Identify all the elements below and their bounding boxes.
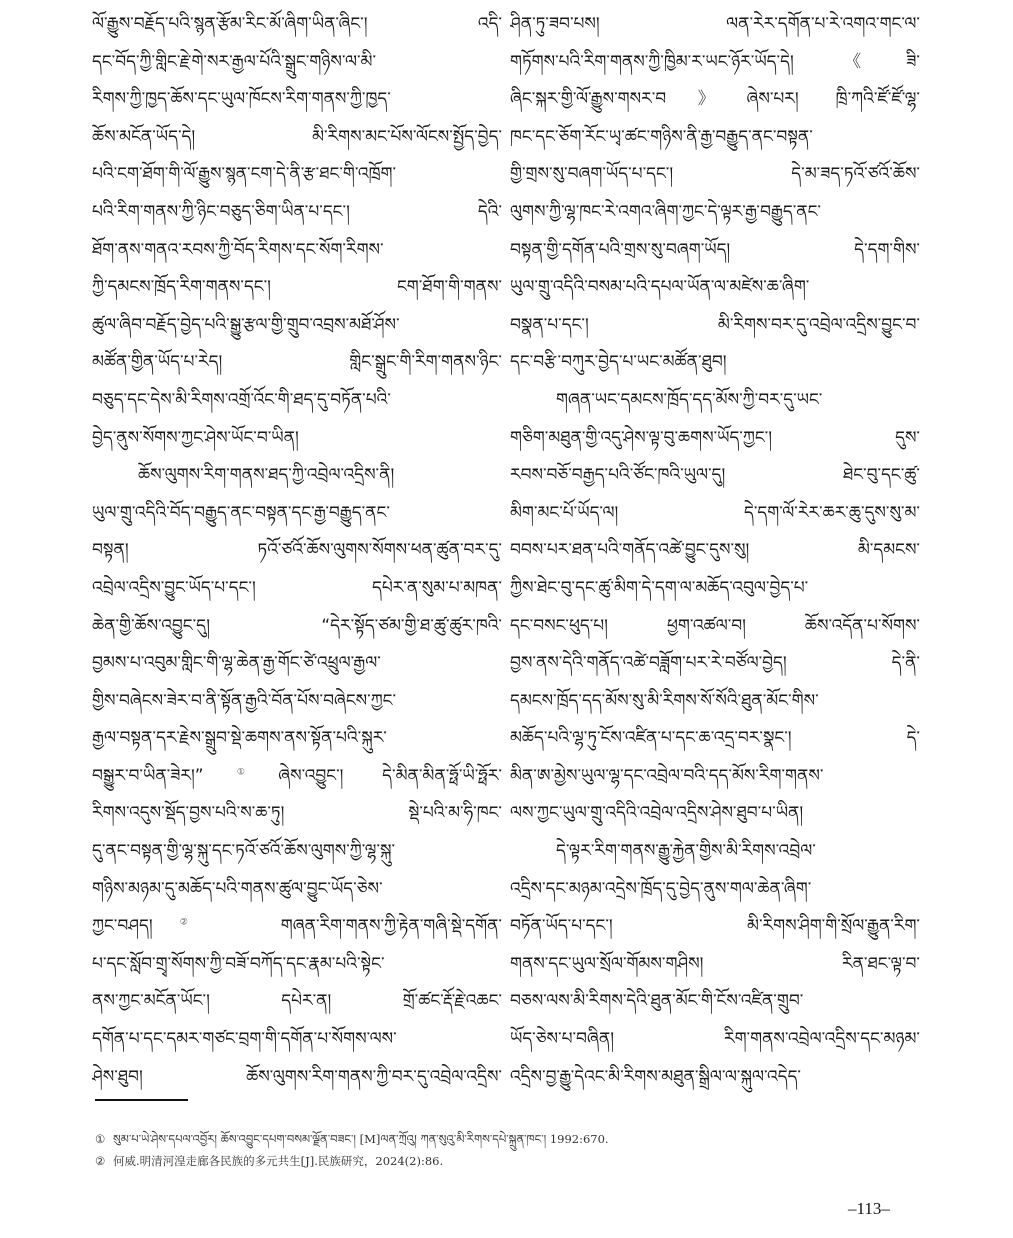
footnote-text: 何威.明清河湟走廊各民族的多元共生[J].民族研究，2024(2):86.	[113, 1154, 444, 1168]
footnote-divider	[95, 1099, 188, 1101]
text-line: དང་བརྩི་བཀུར་བྱེད་པ་ཡང་མཚོན་ཐུབ།	[510, 352, 727, 373]
text-line: བྱས་ནས་དེའི་གནོད་འཚེ་བཟློག་པར་རེ་བཙོལ་བྱེད། དེ་ནི་	[510, 653, 920, 674]
text-line: འདྲིས་བྱ་རྒྱུ་དེའང་མི་རིགས་མཐུན་སྒྲིལ་ལ་སྐུལ་འདེད་	[510, 1066, 802, 1087]
footnote-ref-1[interactable]: ①	[203, 767, 279, 778]
text-line: བྱམས་པ་འབུམ་གླིང་གི་ལྷ་ཆེན་རྒྱ་གོང་ཙེ་འཕྲུལ་རྒྱལ་	[92, 653, 381, 674]
text-line: རྒྱལ་བསྟན་དར་རྗེས་སྒྲུབ་སྡེ་ཆགས་ནས་སྟོན་པའི་སྐུར་	[92, 728, 387, 749]
text-line: ཐོག་ནས་གནའ་རབས་ཀྱི་བོད་རིགས་དང་སོག་རིགས་	[92, 239, 384, 260]
text-line: པ་དང་སློབ་གྲྭ་སོགས་ཀྱི་བཟོ་བཀོད་དང་རྣམ་པའི་སྟེང་	[92, 953, 385, 974]
text-segment: ཞེས་འབྱུང་། དེ་མིན་མིན་ཧྥོ་ཡི་ཧྥོར་	[278, 765, 502, 786]
text-line: བསྟན་གྱི་དགོན་པའི་གྲས་སུ་བཞག་ཡོད། དེ་དག་གིས་	[510, 239, 920, 260]
footnote-2	[95, 1150, 915, 1172]
text-line: ཤེས་ཐུབ། ཆོས་ལུགས་རིག་གནས་ཀྱི་བར་དུ་འབྲེལ་འདྲིས་	[92, 1066, 502, 1087]
paragraph-start: དེ་ལྟར་རིག་གནས་རྒྱུ་རྐྱེན་གྱིས་མི་རིགས་འབྲེལ་	[556, 841, 816, 862]
text-line: ལོ་རྒྱུས་བརྗོད་པའི་སྙན་རྩོམ་རིང་མོ་ཞིག་ཡིན་ཞིང་། འདི་	[92, 14, 502, 34]
page-number: –113–	[848, 1199, 890, 1218]
text-line: དམངས་ཁྲོད་དད་མོས་སུ་མི་རིགས་སོ་སོའི་ཐུན་མོང་གིས་	[510, 690, 819, 711]
text-line: མཆོད་པའི་ལྷ་ཏུ་ངོས་འཛིན་པ་དང་ཆ་འདྲ་བར་སྣང་། དེ་	[510, 728, 920, 749]
text-line: འདྲིས་དང་མཉམ་འདྲེས་ཁྲོད་དུ་བྱེད་ནུས་གལ་ཆེན་ཞིག་	[510, 878, 812, 899]
text-segment: ཀྱང་བཤད།	[92, 916, 153, 937]
footnotes	[95, 1128, 915, 1172]
text-segment: བསྒྱུར་བ་ཡིན་ཟེར།”	[92, 765, 204, 786]
text-line-with-footnote	[92, 908, 502, 946]
text-line: ལས་ཀྱང་ཡུལ་གྲུ་འདིའི་འབྲེལ་འདྲིས་ཤེས་ཐུབ་པ་ཡིན།	[510, 803, 804, 824]
text-line: བཏོན་ཡོད་པ་དང་། མི་རིགས་ཤིག་གི་སྲོལ་རྒྱུན་རིག་	[510, 916, 920, 937]
paragraph-start: གཞན་ཡང་དམངས་ཁྲོད་དད་མོས་ཀྱི་བར་དུ་ཡང་	[556, 389, 823, 410]
text-line: འབྲེལ་འདྲིས་བྱུང་ཡོད་པ་དང་། དཔེར་ན་སུམ་པ་མཁན་	[92, 577, 502, 598]
text-line: ཆོས་མངོན་ཡོད་དེ། མི་རིགས་མང་པོས་ལོངས་སྤྱོད་བྱེད་	[92, 126, 502, 147]
text-line: བྱེད་ནུས་སོགས་ཀྱང་ཤེས་ཡོང་བ་ཡིན།	[92, 427, 299, 448]
footnote-1	[95, 1128, 915, 1150]
text-line: བབས་པར་ཐན་པའི་གནོད་འཚེ་བྱུང་དུས་སུ། མི་དམངས་	[510, 540, 920, 561]
text-line: དུ་ནང་བསྟན་གྱི་ལྷ་སྐུ་དང་ཏའོ་ཙའོ་ཆོས་ལུགས་ཀྱི་ལྷ་སྐུ་	[92, 841, 396, 862]
text-line: ཀྱིས་ཐེང་བུ་དང་ཚུ་མིག་དེ་དག་ལ་མཆོད་འབུལ་བྱེད་པ་	[510, 577, 809, 598]
text-segment: གཞན་རིག་གནས་ཀྱི་རྟེན་གཞི་སྡེ་དགོན་	[280, 916, 502, 937]
text-line: མིག་མང་པོ་ཡོད་ལ། དེ་དག་ལོ་རེར་ཆར་ཆུ་དུས་སུ་མ་	[510, 502, 920, 523]
right-column	[510, 6, 920, 1096]
text-line: བསྣན་པ་དང་། མི་རིགས་བར་དུ་འབྲེལ་འདྲིས་བྱུང་བ་	[510, 314, 920, 335]
text-line: རིགས་ཀྱི་ཁྱད་ཆོས་དང་ཡུལ་ཁོངས་རིག་གནས་ཀྱི་ཁྱད་	[92, 89, 391, 110]
text-line: རབས་བཅོ་བརྒྱད་པའི་ཙོང་ཁའི་ཡུལ་དུ། ཐེང་བུ་དང་ཚུ་	[510, 465, 920, 486]
text-line: བསྟན། ཏའོ་ཙའོ་ཆོས་ལུགས་སོགས་ཕན་ཚུན་བར་དུ་	[92, 540, 502, 561]
text-line: གཏོགས་པའི་རིག་གནས་ཀྱི་ཁྱིམ་ར་ཡང་ཉོར་ཡོད་དེ། 《ཟི་	[510, 51, 920, 72]
text-line: གྱི་གྲས་སུ་བཞག་ཡོད་པ་དང་། དེ་མ་ཟད་ཏའོ་ཙའོ་ཆོས་	[510, 164, 920, 185]
text-line: རིགས་འདུས་སྡོད་བྱས་པའི་ས་ཆ་ཏུ། སྡེ་པའི་མ་ཧི་ཁང་	[92, 803, 502, 824]
text-line: ཀྱི་དམངས་ཁྲོད་རིག་གནས་དང་། ངག་ཐོག་གི་གནས་	[92, 277, 502, 298]
text-line: གནས་དང་ཡུལ་སྲོལ་གོམས་གཤིས། རིན་ཐང་ལྟ་བ་	[510, 953, 920, 974]
text-line: པའི་ངག་ཐོག་གི་ལོ་རྒྱུས་སྙན་ངག་དེ་ནི་རྩ་ཐང་གི་འཁྲོག་	[92, 164, 397, 185]
text-line: གཉིས་མཉམ་དུ་མཆོད་པའི་གནས་ཚུལ་བྱུང་ཡོད་ཅེས་	[92, 878, 383, 899]
text-line-with-footnote	[92, 758, 502, 796]
text-line: པའི་རིག་གནས་ཀྱི་ཉིང་བཅུད་ཅིག་ཡིན་པ་དང་། དེའི་	[92, 201, 502, 222]
footnote-mark: ①	[95, 1132, 106, 1146]
text-line: མིན་ཨ་མྱེས་ཡུལ་ལྷ་དང་འབྲེལ་བའི་དད་མོས་རིག་གནས་	[510, 765, 824, 786]
text-line: བཅུད་དང་དེས་མི་རིགས་འགྲོ་འོང་གི་ཐད་དུ་བཏོན་པའི་	[92, 389, 391, 410]
text-line: ཆེན་གྱི་ཆོས་འབྱུང་དུ། “དེར་སྟོད་ཙམ་གྱི་ཐ་ཚུ་ཚུར་ཁའི་	[92, 615, 502, 636]
text-line: ཚུལ་ཞིབ་བརྗོད་བྱེད་པའི་སྒྱུ་རྩལ་གྱི་གྲུབ་འབྲས་མཐོ་ཤོས་	[92, 314, 400, 335]
text-line: ཡོད་ཅེས་པ་བཞིན། རིག་གནས་འབྲེལ་འདྲིས་དང་མཉམ་	[510, 1029, 920, 1050]
text-line: དང་བོད་ཀྱི་གླིང་རྗེ་གེ་སར་རྒྱལ་པོའི་སྒྲུང་གཉིས་ལ་མི་	[92, 51, 377, 72]
footnote-text: སུམ་པ་ཡེ་ཤེས་དཔལ་འབྱོར། ཆོས་འབྱུང་དཔག་བསམ་ལྗོན་བཟང་། [M]ལན་ཀྲོའུ། ཀན་སུའུ་མི་རིགས་དཔེ་སྐྲུན་ཁང་། 1992:670.	[113, 1132, 609, 1146]
text-line: དང་བསང་ཕུད་པ། ཕྱག་འཚལ་བ། ཆོས་འདོན་པ་སོགས་	[510, 615, 920, 636]
text-line: གཅིག་མཐུན་གྱི་འདུ་ཤེས་ལྟ་བུ་ཆགས་ཡོད་ཀྱང་། དུས་	[510, 427, 920, 448]
text-line: ཞིང་སྐར་གྱི་ལོ་རྒྱུས་གསར་བ》ཞེས་པར། ཁྲི་ཀའི་ཛོ་ཛོ་ལྷ་	[510, 89, 920, 110]
text-line: གྱིས་བཞེངས་ཟེར་བ་ནི་སྟོན་རྒྱའི་བོན་པོས་བཞེངས་ཀྱང་	[92, 690, 397, 711]
footnote-ref-2[interactable]: ②	[152, 917, 216, 928]
text-line: ཁང་དང་ཅོག་རོང་ཡྭ་ཚང་གཉིས་ནི་རྒྱ་བརྒྱུད་ནང་བསྟན་	[510, 126, 813, 147]
text-line: ནས་ཀྱང་མངོན་ཡོང་། དཔེར་ན། གྲོ་ཚང་རྡོ་རྗེ་འཆང་	[92, 991, 502, 1012]
text-line: ཡུལ་གྲུ་འདིའི་བོད་བརྒྱུད་ནང་བསྟན་དང་རྒྱ་བརྒྱུད་ནང་	[92, 502, 390, 523]
text-line: ཤིན་ཏུ་ཟབ་པས། ལན་རེར་དགོན་པ་རེ་འགའ་གང་ལ་	[510, 14, 920, 34]
text-line: ལུགས་ཀྱི་ལྷ་ཁང་རེ་འགའ་ཞིག་ཀྱང་དེ་ལྟར་རྒྱ་བརྒྱུད་ནང་	[510, 201, 821, 222]
paragraph-start: ཆོས་ལུགས་རིག་གནས་ཐད་ཀྱི་འབྲེལ་འདྲིས་ནི།	[138, 465, 395, 486]
text-line: བཅས་ལས་མི་རིགས་དེའི་ཐུན་མོང་གི་ངོས་འཛིན་གྲུབ་	[510, 991, 804, 1012]
text-line: དགོན་པ་དང་དམར་གཙང་བྲག་གི་དགོན་པ་སོགས་ལས་	[92, 1029, 397, 1050]
text-line: མཚོན་གྱིན་ཡོད་པ་རེད། གླིང་སྒྲུང་གི་རིག་གནས་ཉིང་	[92, 352, 502, 373]
footnote-mark: ②	[95, 1154, 106, 1168]
text-line: ཡུལ་གྲུ་འདིའི་བསམ་པའི་དཔལ་ཡོན་ལ་མཛེས་ཆ་ཞིག་	[510, 277, 810, 298]
left-column	[92, 6, 502, 1096]
